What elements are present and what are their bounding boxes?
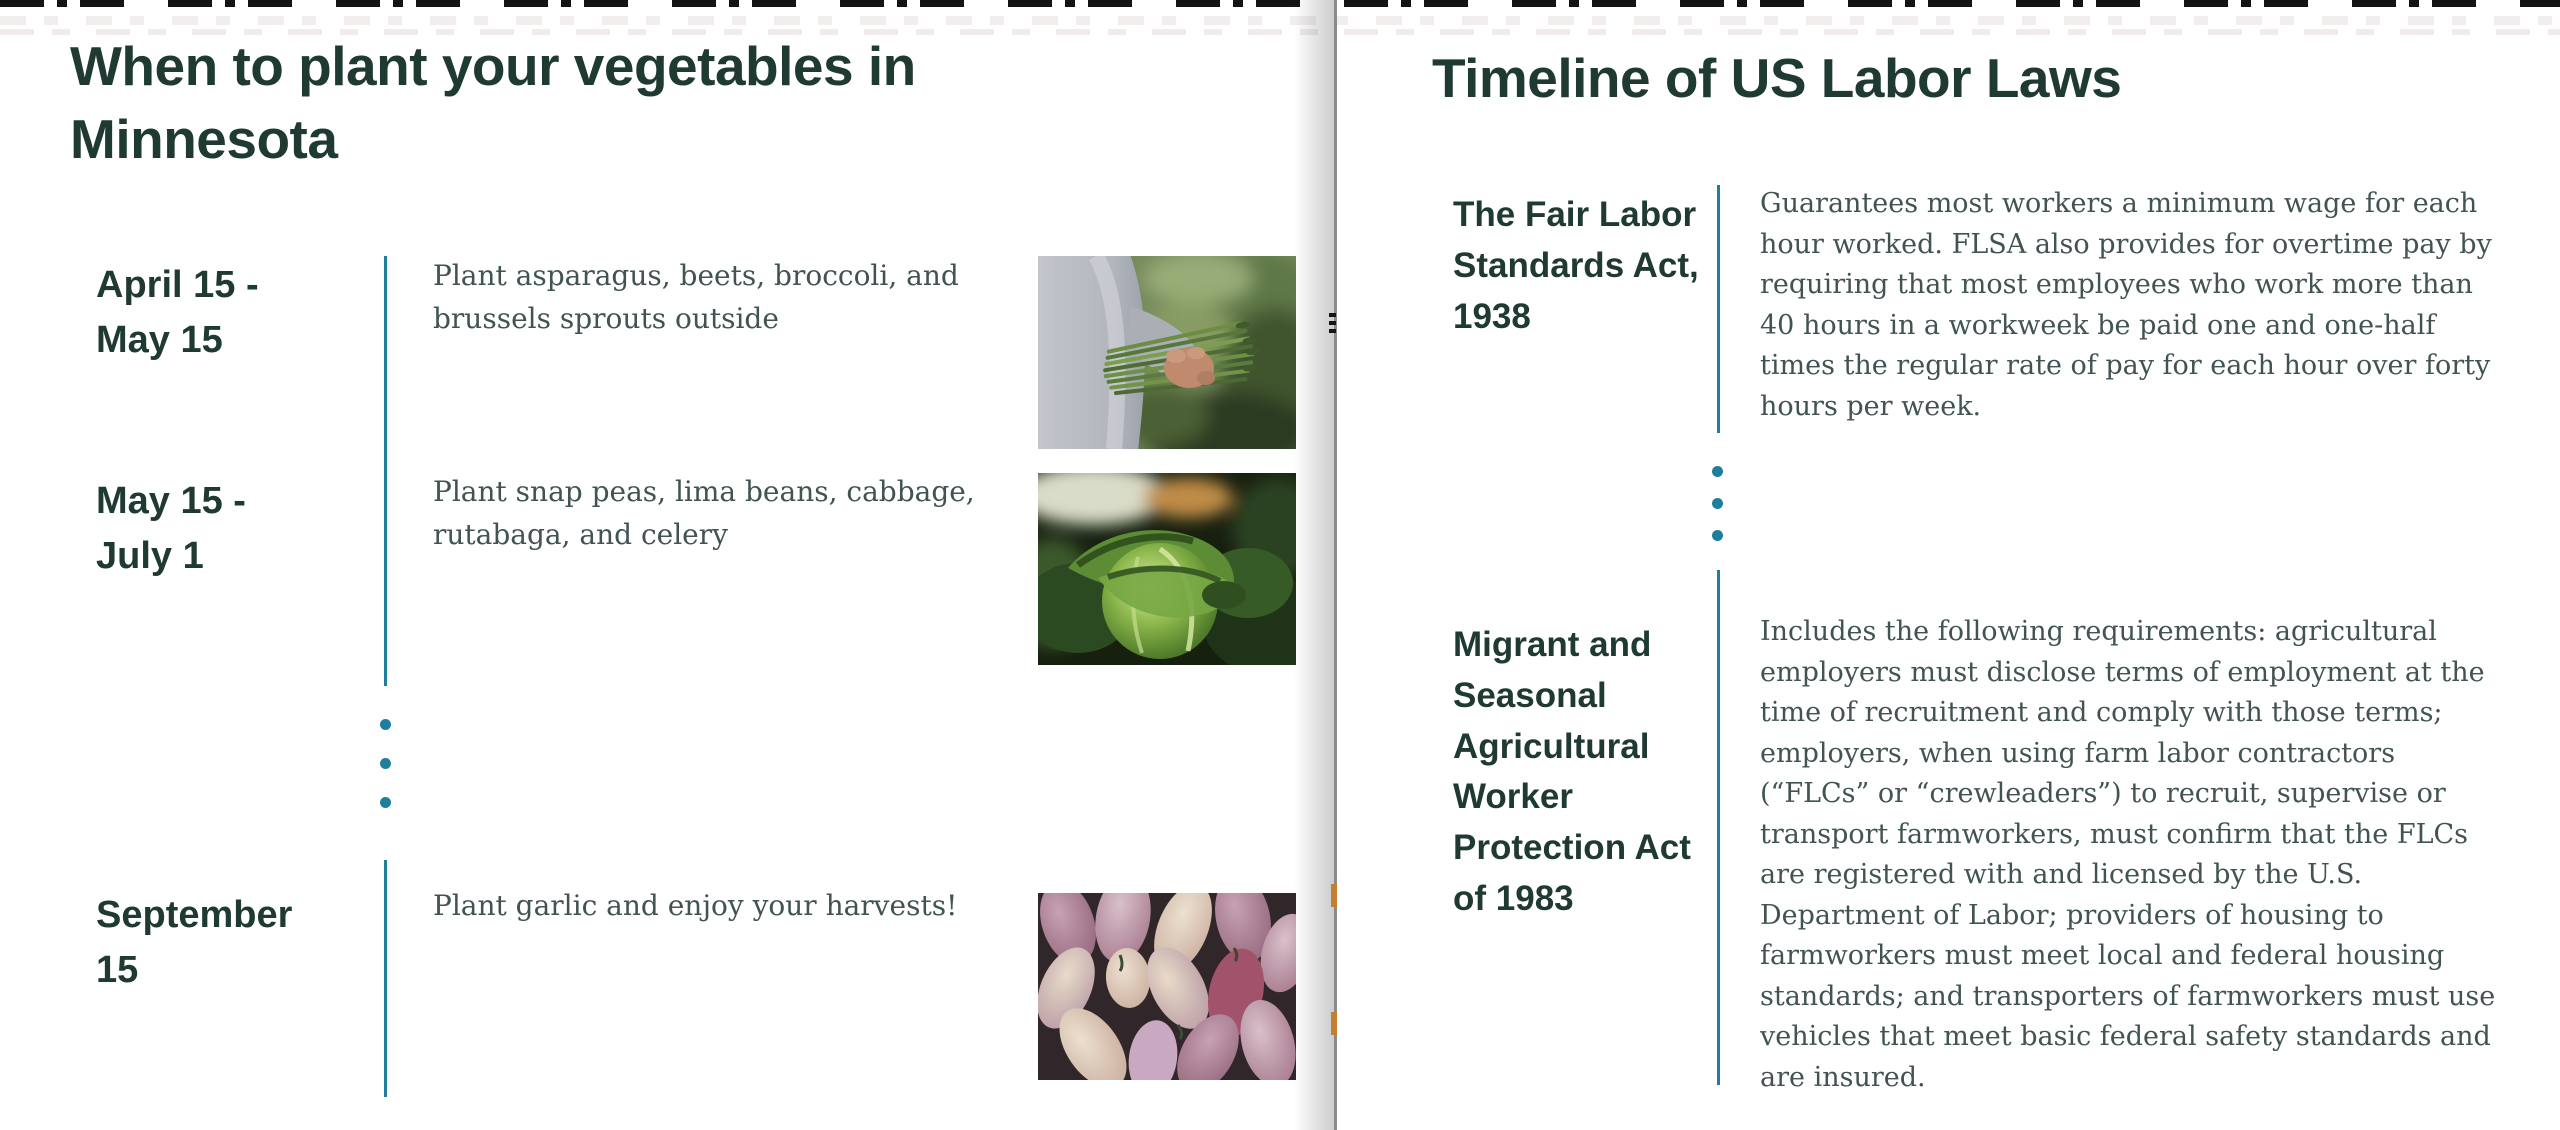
timeline-dot (1712, 498, 1723, 509)
entry-date: May 15 - July 1 (96, 480, 246, 578)
timeline-dot (380, 797, 391, 808)
divider-dash-mark (1329, 313, 1336, 317)
timeline-rule-segment (1717, 570, 1720, 1085)
cabbage-photo (1038, 473, 1296, 665)
entry-description: Plant garlic and enjoy your harvests! (433, 889, 958, 922)
entry-date: September 15 (96, 894, 293, 992)
timeline-rule-segment (1717, 185, 1720, 433)
entry-date: April 15 - May 15 (96, 264, 259, 362)
divider-dash-mark (1329, 321, 1336, 325)
left-page-title: When to plant your vegetables in Minnesota (70, 35, 916, 170)
timeline-rule-segment (384, 860, 387, 1097)
entry-description: Plant snap peas, lima beans, cabbage, rutabaga, and celery (433, 475, 975, 552)
timeline-rule-segment (384, 256, 387, 686)
timeline-dot (1712, 530, 1723, 541)
timeline-dot (1712, 466, 1723, 477)
asparagus-photo (1038, 256, 1296, 449)
orange-marker (1331, 1012, 1337, 1035)
page-edge-shadow (1294, 0, 1334, 1130)
right-page[interactable] (1337, 0, 2560, 1130)
divider-dash-mark (1329, 329, 1336, 333)
garlic-photo (1038, 893, 1296, 1080)
entry-description: Plant asparagus, beets, broccoli, and brussels sprouts outside (433, 259, 959, 336)
law-description: Includes the following requirements: agricultural employers must disclose terms of employment at the time of recruitment and comply with those terms; employers, when using farm labor contractors (“FLCs” or “crewleaders”) to recruit, supervise or transport farmworkers, must confirm that the FLCs are registered with and licensed by the U.S. Department of Labor; providers of housing to farmworkers must meet local and federal housing standards; and transporters of farmworkers must use vehicles that meet basic federal safety standards and are insured. (1760, 616, 2496, 1093)
law-heading: The Fair Labor Standards Act, 1938 (1453, 195, 1699, 336)
law-description: Guarantees most workers a minimum wage for each hour worked. FLSA also provides for overtime pay by requiring that most employees who work more than 40 hours in a workweek be paid one and one-half times the regular rate of pay for each hour over forty hours per week. (1760, 188, 2492, 422)
orange-marker (1331, 884, 1337, 907)
window-divider[interactable] (1334, 0, 1337, 1130)
timeline-dot (380, 719, 391, 730)
timeline-dot (380, 758, 391, 769)
law-heading: Migrant and Seasonal Agricultural Worker Protection Act of 1983 (1453, 625, 1691, 918)
right-page-title: Timeline of US Labor Laws (1432, 47, 2122, 109)
